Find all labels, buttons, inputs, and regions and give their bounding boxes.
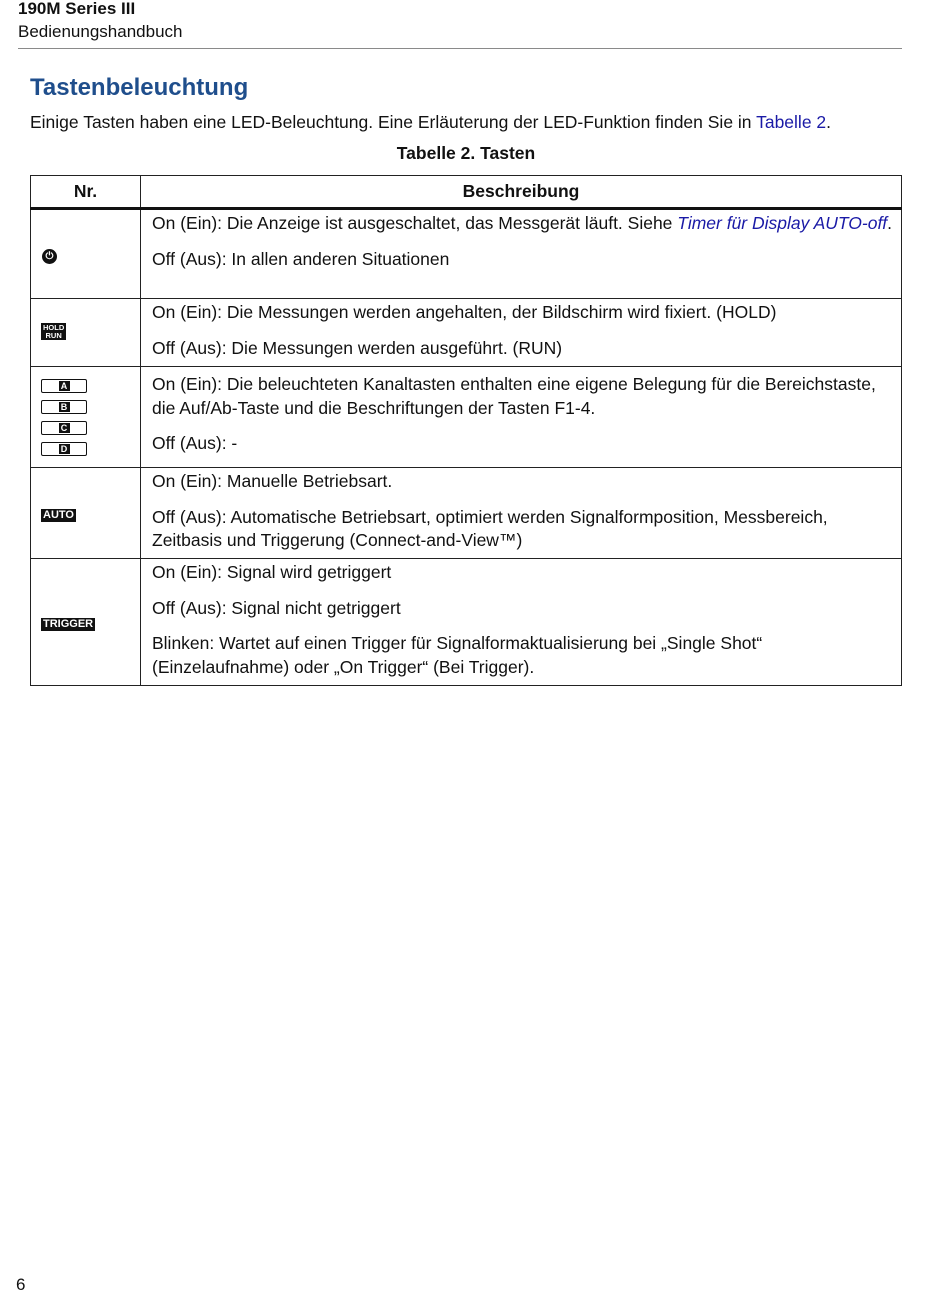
off-description: Off (Aus): Signal nicht getriggert xyxy=(152,597,401,618)
channel-b-letter: B xyxy=(59,402,70,412)
manual-title: Bedienungshandbuch xyxy=(18,22,183,41)
channel-a-letter: A xyxy=(59,381,70,391)
row-icon-cell xyxy=(31,299,141,367)
row-description xyxy=(141,299,902,367)
channel-d-key-icon xyxy=(41,442,87,456)
channel-b-key-icon xyxy=(41,400,87,414)
on-description: On (Ein): Manuelle Betriebsart. xyxy=(152,471,393,491)
keys-table xyxy=(30,175,902,686)
table-header-row xyxy=(31,176,902,209)
intro-end: . xyxy=(826,112,832,132)
hold-label: HOLD xyxy=(43,323,65,333)
table-row xyxy=(31,367,902,468)
on-end: . xyxy=(887,213,893,233)
on-description: On (Ein): Die Messungen werden angehalten, der Bildschirm wird fixiert. (HOLD) xyxy=(152,302,777,322)
channel-keys-icon xyxy=(41,379,140,456)
trigger-icon: TRIGGER xyxy=(43,618,94,631)
channel-c-key-icon xyxy=(41,421,87,435)
table-row xyxy=(31,209,902,299)
table-row xyxy=(31,468,902,559)
off-description: Off (Aus): Automatische Betriebsart, optimiert werden Signalformposition, Messbereich, Zeitbasis und Triggerung (Connect-and-View™) xyxy=(152,506,828,550)
on-description xyxy=(152,212,893,236)
on-description: On (Ein): Signal wird getriggert xyxy=(152,562,392,582)
row-icon-cell xyxy=(31,209,141,299)
section-title: Tastenbeleuchtung xyxy=(30,74,249,101)
off-description: Off (Aus): - xyxy=(152,433,238,453)
blink-description: Blinken: Wartet auf einen Trigger für Signalformaktualisierung bei „Single Shot“ (Einzelaufnahme) oder „On Trigger“ (Bei Trigger). xyxy=(152,633,763,677)
off-description: Off (Aus): In allen anderen Situationen xyxy=(152,248,450,269)
product-name: 190M Series III xyxy=(18,0,136,18)
page-header xyxy=(18,0,902,49)
row-icon-cell xyxy=(31,367,141,468)
run-label: RUN xyxy=(45,330,62,340)
channel-d-letter: D xyxy=(59,444,70,454)
power-icon: ⏻ xyxy=(42,249,57,264)
channel-c-letter: C xyxy=(59,423,70,433)
row-description xyxy=(141,367,902,468)
row-icon-cell xyxy=(31,468,141,559)
off-description: Off (Aus): Die Messungen werden ausgeführt. (RUN) xyxy=(152,337,563,358)
row-description xyxy=(141,559,902,686)
page-number: 6 xyxy=(16,1275,26,1294)
channel-a-key-icon xyxy=(41,379,87,393)
table-row xyxy=(31,559,902,686)
table-row xyxy=(31,299,902,367)
timer-display-auto-off-link[interactable]: Timer für Display AUTO-off xyxy=(677,213,888,233)
auto-icon: AUTO xyxy=(43,509,74,522)
row-icon-cell xyxy=(31,559,141,686)
on-text: On (Ein): Die Anzeige ist ausgeschaltet, das Messgerät läuft. Siehe xyxy=(152,213,678,233)
row-description xyxy=(141,209,902,299)
header-nr: Nr. xyxy=(31,176,141,209)
row-description xyxy=(141,468,902,559)
table-caption: Tabelle 2. Tasten xyxy=(396,143,536,163)
intro-text: Einige Tasten haben eine LED-Beleuchtung. Eine Erläuterung der LED-Funktion finden Sie in xyxy=(30,112,757,132)
header-description: Beschreibung xyxy=(141,176,902,209)
table-2-link[interactable]: Tabelle 2 xyxy=(756,112,827,132)
on-description: On (Ein): Die beleuchteten Kanaltasten enthalten eine eigene Belegung für die Bereichstaste, die Auf/Ab-Taste und die Beschriftungen der Tasten F1-4. xyxy=(152,374,876,418)
hold-run-icon xyxy=(41,323,66,340)
intro-paragraph xyxy=(30,111,831,133)
